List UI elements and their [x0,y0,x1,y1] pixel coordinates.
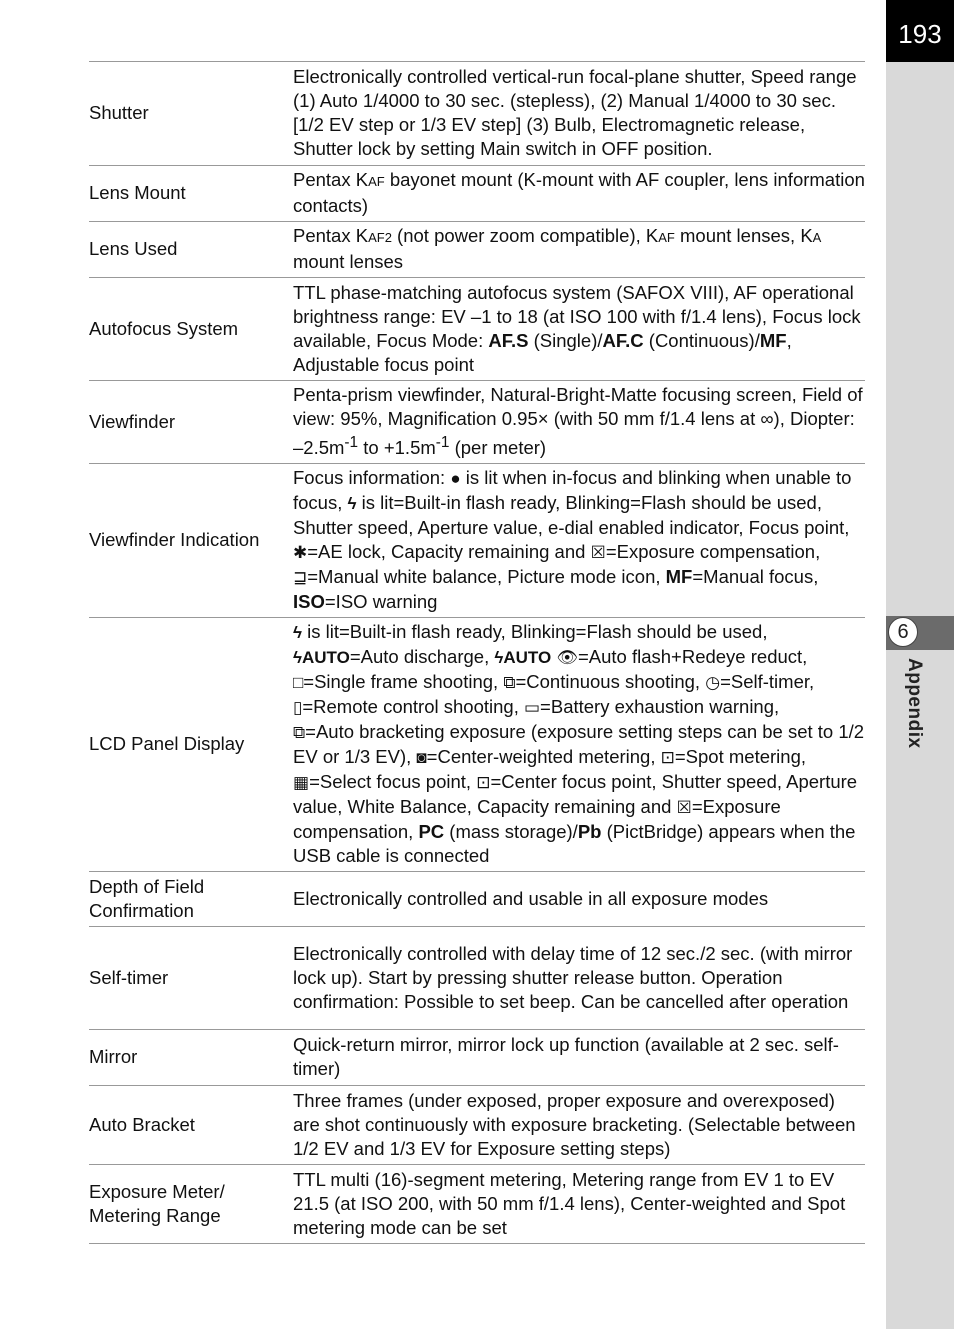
af-single-icon: AF.S [488,329,529,351]
row-label: LCD Panel Display [89,618,293,872]
redeye-icon: 👁 [556,648,578,668]
flash-icon: ϟ [347,494,357,514]
row-description: Penta-prism viewfinder, Natural-Bright-Matte focusing screen, Field of view: 95%, Magnification 0.95× (with 50 mm f/1.4 lens at ∞), Diopter: $-2.5m^{-1}$ to $+1.5m^{-1}$ (per meter) [293,381,865,464]
row-label: Lens Mount [89,166,293,222]
table-row [89,1030,865,1086]
af-continuous-icon: AF.C [602,329,644,351]
table-row [89,618,865,872]
table-row [89,278,865,381]
table-row [89,166,865,222]
row-label: Lens Used [89,222,293,278]
table-row [89,381,865,464]
manual-white-balance-icon: ⊒ [293,568,308,588]
row-description: Electronically controlled vertical-run focal-plane shutter, Speed range (1) Auto 1/4000 to 30 sec. (stepless), (2) Manual 1/4000 to 30 sec. [1/2 EV step or 1/3 EV step] (3) Bulb, Electromagnetic release, Shutter lock by setting Main switch in OFF position. [293,62,865,166]
in-focus-icon: ● [450,469,461,489]
chapter-label: Appendix [904,658,925,749]
table-row [89,222,865,278]
single-frame-icon: □ [293,673,304,693]
auto-flash-icon: ϟAUTO [494,648,552,668]
ae-lock-icon: ✱ [293,543,308,563]
exposure-compensation-icon: ☒ [590,543,606,563]
row-description: Focus information: ● is lit when in-focus and blinking when unable to focus, ϟ is lit=Built-in flash ready, Blinking=Flash should be used, Shutter speed, Aperture value, e-dial enabled indicator, Focus point, ✱=AE lock, Capacity remaining and ☒=Exposure compensation, ⊒=Manual white balance, Picture mode icon, MF=Manual focus, ISO=ISO warning [293,464,865,618]
row-description: TTL phase-matching autofocus system (SAFOX VIII), AF operational brightness range: EV –1 to 18 (at ISO 100 with f/1.4 lens), Focus lock available, Focus Mode: AF.S (Single)/AF.C (Continuous)/MF, Adjustable focus point [293,278,865,381]
row-description: TTL multi (16)-segment metering, Metering range from EV 1 to EV 21.5 (at ISO 200, with 50 mm f/1.4 lens), Center-weighted and Spot metering mode can be set [293,1165,865,1244]
pictbridge-label: Pb [577,821,602,843]
remote-control-icon: ▯ [293,698,303,718]
spec-table [89,61,865,1244]
pc-mode-label: PC [418,821,445,843]
exposure-compensation-icon: ☒ [676,798,692,818]
table-row [89,927,865,1030]
select-focus-point-icon: ▦ [293,773,310,793]
row-description: Electronically controlled and usable in all exposure modes [293,872,865,927]
manual-focus-icon: MF [665,566,693,588]
row-label: Depth of Field Confirmation [89,872,293,927]
row-label: Shutter [89,62,293,166]
continuous-shooting-icon: ⧉ [503,673,516,693]
row-label: Viewfinder [89,381,293,464]
flash-icon: ϟ [293,623,302,643]
page-number: 193 [886,0,954,62]
table-row [89,62,865,166]
row-description: Pentax KAF bayonet mount (K-mount with AF coupler, lens information contacts) [293,166,865,222]
row-label: Auto Bracket [89,1086,293,1165]
auto-bracket-icon: ⧉ [293,723,306,743]
battery-icon: ▭ [523,698,541,718]
row-label: Exposure Meter/ Metering Range [89,1165,293,1244]
row-label: Autofocus System [89,278,293,381]
center-focus-point-icon: ⊡ [476,773,491,793]
row-label: Self-timer [89,927,293,1030]
row-label: Viewfinder Indication [89,464,293,618]
iso-warning-icon: ISO [293,591,325,613]
row-description: Quick-return mirror, mirror lock up function (available at 2 sec. self-timer) [293,1030,865,1086]
row-description: Pentax KAF2 (not power zoom compatible), KAF mount lenses, KA mount lenses [293,222,865,278]
row-description: Electronically controlled with delay time of 12 sec./2 sec. (with mirror lock up). Start by pressing shutter release button. Operation confirmation: Possible to set beep. Can be cancelled after operation [293,927,865,1030]
table-row [89,1086,865,1165]
table-row [89,464,865,618]
self-timer-icon: ◷ [705,673,721,693]
row-description: Three frames (under exposed, proper exposure and overexposed) are shot continuously with exposure bracketing. (Selectable between 1/2 EV and 1/3 EV for Exposure setting steps) [293,1086,865,1165]
table-row [89,872,865,927]
row-label: Mirror [89,1030,293,1086]
center-weighted-metering-icon: ◙ [416,748,427,768]
manual-focus-icon: MF [759,329,787,351]
spot-metering-icon: ⊡ [660,748,675,768]
row-description: ϟ is lit=Built-in flash ready, Blinking=Flash should be used, ϟAUTO=Auto discharge, ϟAUTO 👁=Auto flash+Redeye reduct, □=Single frame shooting, ⧉=Continuous shooting, ◷=Self-timer, ▯=Remote control shooting, ▭=Battery exhaustion warning, ⧉=Auto bracketing exposure (exposure setting steps can be set to 1/2 EV or 1/3 EV), ◙=Center-weighted metering, ⊡=Spot metering, ▦=Select focus point, ⊡=Center focus point, Shutter speed, Aperture value, White Balance, Capacity remaining and ☒=Exposure compensation, PC (mass storage)/Pb (PictBridge) appears when the USB cable is connected [293,618,865,872]
chapter-number: 6 [888,617,918,647]
auto-flash-icon: ϟAUTO [293,648,350,668]
table-row [89,1165,865,1244]
